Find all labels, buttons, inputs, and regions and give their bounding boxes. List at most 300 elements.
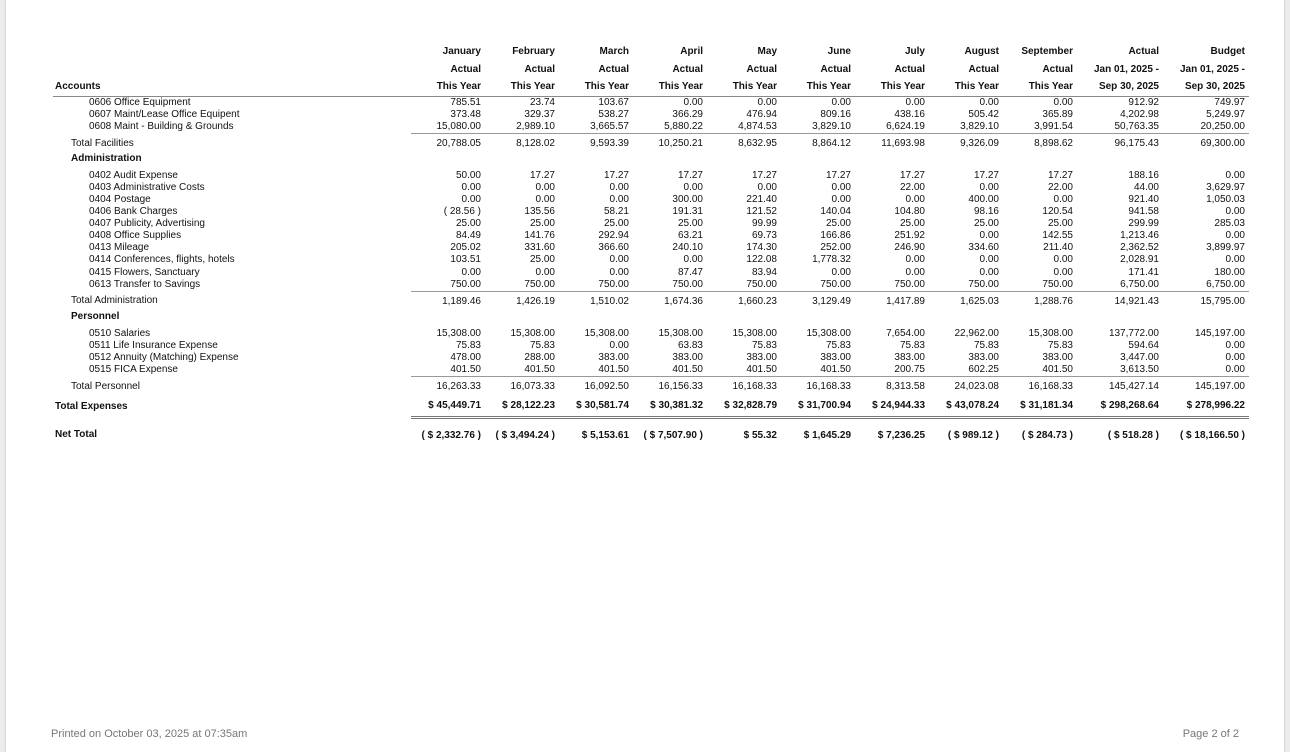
column-header-5: Actual <box>746 63 777 75</box>
account-row <box>53 352 1249 364</box>
amount-cell: 3,829.10 <box>812 120 851 132</box>
amount-cell: ( $ 284.73 ) <box>1021 430 1073 442</box>
amount-cell: 15,080.00 <box>436 120 481 132</box>
account-row <box>53 242 1249 254</box>
column-header-7: This Year <box>855 78 929 96</box>
amount-cell: 4,202.98 <box>1120 108 1159 120</box>
column-header-8: Actual <box>968 63 999 75</box>
header-blank <box>53 43 411 61</box>
amount-cell: 9,593.39 <box>559 133 633 151</box>
amount-cell: 20,250.00 <box>1200 120 1245 132</box>
column-header-6: June <box>827 46 851 58</box>
amount-cell: 383.00 <box>1042 351 1073 363</box>
amount-cell: 15,795.00 <box>1163 291 1249 309</box>
amount-cell: 75.83 <box>899 339 925 351</box>
amount-cell: $ 30,581.74 <box>559 394 633 418</box>
column-header-5: This Year <box>707 78 781 96</box>
column-header-2: This Year <box>485 78 559 96</box>
amount-cell: 750.00 <box>746 278 777 290</box>
amount-cell: 0.00 <box>609 181 629 193</box>
amount-cell: 16,168.33 <box>781 377 855 395</box>
amount-cell: 15,308.00 <box>436 327 481 339</box>
amount-cell: 3,991.54 <box>1034 120 1073 132</box>
amount-cell: 63.21 <box>677 230 703 242</box>
amount-cell: 0.00 <box>757 96 777 108</box>
amount-cell: 17.27 <box>973 169 999 181</box>
amount-cell: 1,660.23 <box>707 291 781 309</box>
account-name: 0606 Office Equipment <box>89 96 191 108</box>
amount-cell: 16,156.33 <box>633 377 707 395</box>
amount-cell: 383.00 <box>746 351 777 363</box>
amount-cell: 401.50 <box>820 364 851 375</box>
amount-cell: 0.00 <box>1225 169 1245 181</box>
account-name: Personnel <box>71 310 120 322</box>
amount-cell: 25.00 <box>899 218 925 230</box>
amount-cell: 785.51 <box>450 96 481 108</box>
amount-cell: 171.41 <box>1128 266 1159 278</box>
column-header-1: Actual <box>450 63 481 75</box>
account-name: 0608 Maint - Building & Grounds <box>89 120 234 132</box>
amount-cell: 16,168.33 <box>707 377 781 395</box>
column-header-11: Jan 01, 2025 - <box>1179 63 1245 75</box>
amount-cell: 299.99 <box>1128 218 1159 230</box>
amount-cell: 334.60 <box>968 242 999 254</box>
amount-cell: 365.89 <box>1042 108 1073 120</box>
income-statement-table <box>53 43 1249 447</box>
amount-cell: 16,092.50 <box>559 377 633 395</box>
amount-cell: 6,624.19 <box>886 120 925 132</box>
column-header-5: May <box>757 46 777 58</box>
amount-cell: 0.00 <box>831 181 851 193</box>
accounts-column-header: Accounts <box>53 78 411 96</box>
account-name: Administration <box>71 152 142 164</box>
column-header-9: Actual <box>1042 63 1073 75</box>
net-total-row <box>53 418 1249 448</box>
amount-cell: 476.94 <box>746 108 777 120</box>
amount-cell: ( $ 3,494.24 ) <box>495 430 555 442</box>
amount-cell: 221.40 <box>746 193 777 205</box>
account-row <box>53 279 1249 292</box>
column-header-11: Budget <box>1210 46 1245 58</box>
amount-cell: 10,250.21 <box>633 133 707 151</box>
amount-cell <box>929 151 1003 166</box>
amount-cell: 50,763.35 <box>1114 120 1159 132</box>
column-header-4: This Year <box>633 78 707 96</box>
amount-cell: 137,772.00 <box>1108 327 1159 339</box>
account-name: 0407 Publicity, Advertising <box>89 218 205 230</box>
amount-cell: 366.60 <box>598 242 629 254</box>
amount-cell: 5,880.22 <box>664 120 703 132</box>
header-row-type <box>53 61 1249 79</box>
amount-cell: 22,962.00 <box>954 327 999 339</box>
amount-cell: 750.00 <box>524 278 555 290</box>
column-header-9: This Year <box>1003 78 1077 96</box>
amount-cell: 188.16 <box>1128 169 1159 181</box>
amount-cell: $ 31,181.34 <box>1003 394 1077 418</box>
amount-cell: $ 7,236.25 <box>877 430 925 442</box>
amount-cell: 3,629.97 <box>1206 181 1245 193</box>
amount-cell: 0.00 <box>609 254 629 266</box>
amount-cell: 180.00 <box>1214 266 1245 278</box>
amount-cell: 0.00 <box>831 266 851 278</box>
amount-cell: $ 24,944.33 <box>855 394 929 418</box>
account-row <box>53 206 1249 218</box>
amount-cell: 11,693.98 <box>855 133 929 151</box>
amount-cell: 23.74 <box>529 96 555 108</box>
amount-cell: 75.83 <box>455 339 481 351</box>
amount-cell: 0.00 <box>1053 96 1073 108</box>
amount-cell: 0.00 <box>905 193 925 205</box>
amount-cell: 141.76 <box>524 230 555 242</box>
amount-cell: 15,308.00 <box>732 327 777 339</box>
account-name: 0404 Postage <box>89 193 151 205</box>
amount-cell: 383.00 <box>894 351 925 363</box>
amount-cell: 383.00 <box>968 351 999 363</box>
amount-cell: $ 298,268.64 <box>1077 394 1163 418</box>
column-header-7: Actual <box>894 63 925 75</box>
amount-cell <box>929 309 1003 324</box>
amount-cell: 22.00 <box>1047 181 1073 193</box>
amount-cell <box>855 309 929 324</box>
amount-cell: 8,313.58 <box>855 377 929 395</box>
column-header-6: This Year <box>781 78 855 96</box>
amount-cell: 0.00 <box>979 96 999 108</box>
amount-cell: 0.00 <box>535 181 555 193</box>
amount-cell: 240.10 <box>672 242 703 254</box>
amount-cell: $ 43,078.24 <box>929 394 1003 418</box>
amount-cell: 2,362.52 <box>1120 242 1159 254</box>
amount-cell <box>1077 151 1163 166</box>
amount-cell: 594.64 <box>1128 339 1159 351</box>
amount-cell <box>707 151 781 166</box>
amount-cell: 1,426.19 <box>485 291 559 309</box>
amount-cell <box>1077 309 1163 324</box>
column-header-2: February <box>512 46 555 58</box>
column-header-11: Sep 30, 2025 <box>1163 78 1249 96</box>
amount-cell: 0.00 <box>1225 351 1245 363</box>
amount-cell: $ 30,381.32 <box>633 394 707 418</box>
amount-cell: 5,249.97 <box>1206 108 1245 120</box>
amount-cell: 75.83 <box>1047 339 1073 351</box>
amount-cell: ( $ 2,332.76 ) <box>421 430 481 442</box>
amount-cell: 20,788.05 <box>411 133 485 151</box>
amount-cell: 191.31 <box>672 206 703 218</box>
amount-cell: 0.00 <box>1225 206 1245 218</box>
amount-cell: 15,308.00 <box>1028 327 1073 339</box>
amount-cell: 809.16 <box>820 108 851 120</box>
amount-cell: 6,750.00 <box>1206 278 1245 290</box>
amount-cell: 401.50 <box>598 364 629 375</box>
amount-cell: 69.73 <box>751 230 777 242</box>
amount-cell: 25.00 <box>677 218 703 230</box>
amount-cell: 121.52 <box>746 206 777 218</box>
amount-cell: 0.00 <box>461 193 481 205</box>
amount-cell: 25.00 <box>603 218 629 230</box>
amount-cell: 122.08 <box>746 254 777 266</box>
amount-cell: ( $ 18,166.50 ) <box>1179 430 1245 442</box>
column-header-9: September <box>1021 46 1073 58</box>
amount-cell <box>633 309 707 324</box>
amount-cell: 750.00 <box>820 278 851 290</box>
account-row <box>53 267 1249 279</box>
account-name: 0415 Flowers, Sanctuary <box>89 266 200 278</box>
amount-cell: 0.00 <box>461 266 481 278</box>
amount-cell: 0.00 <box>979 181 999 193</box>
amount-cell: 0.00 <box>461 181 481 193</box>
amount-cell: 63.83 <box>677 339 703 351</box>
amount-cell: ( 28.56 ) <box>443 206 481 218</box>
amount-cell: 749.97 <box>1214 96 1245 108</box>
amount-cell: 3,665.57 <box>590 120 629 132</box>
amount-cell: 602.25 <box>968 364 999 375</box>
amount-cell: 0.00 <box>1225 339 1245 351</box>
subtotal-row-facilities <box>53 133 1249 151</box>
amount-cell: 750.00 <box>672 278 703 290</box>
account-row <box>53 121 1249 134</box>
amount-cell: $ 45,449.71 <box>411 394 485 418</box>
amount-cell: 58.21 <box>603 206 629 218</box>
amount-cell <box>559 151 633 166</box>
account-name: 0515 FICA Expense <box>89 364 178 376</box>
account-name: Total Facilities <box>71 137 134 149</box>
amount-cell: 0.00 <box>831 193 851 205</box>
amount-cell: 438.16 <box>894 108 925 120</box>
amount-cell: 252.00 <box>820 242 851 254</box>
amount-cell: 478.00 <box>450 351 481 363</box>
amount-cell: 17.27 <box>677 169 703 181</box>
amount-cell: 0.00 <box>683 181 703 193</box>
amount-cell: 3,613.50 <box>1120 364 1159 375</box>
report-page <box>6 0 1284 752</box>
amount-cell <box>485 309 559 324</box>
amount-cell: 0.00 <box>609 339 629 351</box>
amount-cell: 0.00 <box>1225 254 1245 266</box>
account-name: Net Total <box>55 429 98 441</box>
amount-cell: 1,288.76 <box>1003 291 1077 309</box>
account-name: 0511 Life Insurance Expense <box>89 339 218 351</box>
amount-cell: 24,023.08 <box>929 377 1003 395</box>
column-header-6: Actual <box>820 63 851 75</box>
amount-cell: 14,921.43 <box>1077 291 1163 309</box>
amount-cell: 4,874.53 <box>738 120 777 132</box>
amount-cell: 366.29 <box>672 108 703 120</box>
column-header-3: March <box>599 46 629 58</box>
amount-cell: ( $ 989.12 ) <box>947 430 999 442</box>
amount-cell: $ 31,700.94 <box>781 394 855 418</box>
amount-cell: 401.50 <box>746 364 777 375</box>
amount-cell: 142.55 <box>1042 230 1073 242</box>
amount-cell: 7,654.00 <box>886 327 925 339</box>
amount-cell: 15,308.00 <box>510 327 555 339</box>
account-name: 0408 Office Supplies <box>89 230 182 242</box>
amount-cell: 25.00 <box>825 218 851 230</box>
amount-cell: 84.49 <box>455 230 481 242</box>
column-header-10: Sep 30, 2025 <box>1077 78 1163 96</box>
account-row <box>53 340 1249 352</box>
amount-cell: 538.27 <box>598 108 629 120</box>
column-header-8: This Year <box>929 78 1003 96</box>
amount-cell: 17.27 <box>1047 169 1073 181</box>
amount-cell: 1,674.36 <box>633 291 707 309</box>
amount-cell: 145,197.00 <box>1194 327 1245 339</box>
amount-cell: 1,778.32 <box>812 254 851 266</box>
column-header-10: Jan 01, 2025 - <box>1093 63 1159 75</box>
amount-cell: 25.00 <box>1047 218 1073 230</box>
account-row <box>53 364 1249 377</box>
amount-cell: 120.54 <box>1042 206 1073 218</box>
amount-cell <box>633 151 707 166</box>
account-row <box>53 194 1249 206</box>
column-header-2: Actual <box>524 63 555 75</box>
column-header-4: Actual <box>672 63 703 75</box>
amount-cell: 400.00 <box>968 193 999 205</box>
amount-cell: 288.00 <box>524 351 555 363</box>
amount-cell: 103.67 <box>598 96 629 108</box>
account-name: 0406 Bank Charges <box>89 206 178 218</box>
account-name: 0613 Transfer to Savings <box>89 278 201 290</box>
column-header-10: Actual <box>1128 46 1159 58</box>
amount-cell: 331.60 <box>524 242 555 254</box>
account-name: 0512 Annuity (Matching) Expense <box>89 351 239 363</box>
amount-cell: 401.50 <box>1042 364 1073 375</box>
account-row <box>53 254 1249 266</box>
amount-cell: 0.00 <box>1053 193 1073 205</box>
amount-cell <box>781 309 855 324</box>
column-header-1: This Year <box>411 78 485 96</box>
amount-cell: 0.00 <box>979 266 999 278</box>
amount-cell: 505.42 <box>968 108 999 120</box>
amount-cell: 329.37 <box>524 108 555 120</box>
total-expenses-row <box>53 394 1249 418</box>
account-name: 0403 Administrative Costs <box>89 181 205 193</box>
column-header-8: August <box>964 46 999 58</box>
amount-cell: 383.00 <box>820 351 851 363</box>
amount-cell <box>855 151 929 166</box>
amount-cell: 750.00 <box>968 278 999 290</box>
amount-cell: 0.00 <box>905 266 925 278</box>
amount-cell: 246.90 <box>894 242 925 254</box>
account-name: 0413 Mileage <box>89 242 150 254</box>
amount-cell: 15,308.00 <box>806 327 851 339</box>
amount-cell: 8,898.62 <box>1003 133 1077 151</box>
amount-cell: 0.00 <box>535 193 555 205</box>
amount-cell: 25.00 <box>529 254 555 266</box>
amount-cell: 25.00 <box>529 218 555 230</box>
amount-cell: 8,632.95 <box>707 133 781 151</box>
amount-cell: 1,050.03 <box>1206 193 1245 205</box>
amount-cell: 103.51 <box>450 254 481 266</box>
table-header <box>53 43 1249 96</box>
amount-cell: 22.00 <box>899 181 925 193</box>
header-blank <box>53 61 411 79</box>
account-name: Total Administration <box>71 295 158 307</box>
amount-cell: 1,510.02 <box>559 291 633 309</box>
amount-cell: 401.50 <box>450 364 481 375</box>
amount-cell: ( $ 7,507.90 ) <box>643 430 703 442</box>
amount-cell: 15,308.00 <box>658 327 703 339</box>
amount-cell: 96,175.43 <box>1077 133 1163 151</box>
amount-cell: 104.80 <box>894 206 925 218</box>
amount-cell: 145,197.00 <box>1163 377 1249 395</box>
amount-cell: 140.04 <box>820 206 851 218</box>
amount-cell: 285.03 <box>1214 218 1245 230</box>
account-row <box>53 218 1249 230</box>
amount-cell: 166.86 <box>820 230 851 242</box>
amount-cell: 912.92 <box>1128 96 1159 108</box>
column-header-3: This Year <box>559 78 633 96</box>
amount-cell: 251.92 <box>894 230 925 242</box>
amount-cell: 3,899.97 <box>1206 242 1245 254</box>
account-name: Total Personnel <box>71 380 140 392</box>
amount-cell <box>559 309 633 324</box>
amount-cell: $ 32,828.79 <box>707 394 781 418</box>
amount-cell: 17.27 <box>899 169 925 181</box>
amount-cell: 75.83 <box>751 339 777 351</box>
account-name: 0510 Salaries <box>89 327 151 339</box>
amount-cell: 941.58 <box>1128 206 1159 218</box>
amount-cell: 25.00 <box>973 218 999 230</box>
amount-cell: 75.83 <box>973 339 999 351</box>
amount-cell: 401.50 <box>672 364 703 375</box>
amount-cell: 75.83 <box>529 339 555 351</box>
amount-cell <box>1003 309 1077 324</box>
amount-cell: 8,128.02 <box>485 133 559 151</box>
amount-cell: 3,829.10 <box>960 120 999 132</box>
amount-cell <box>411 151 485 166</box>
amount-cell: 15,308.00 <box>584 327 629 339</box>
amount-cell: 0.00 <box>831 96 851 108</box>
account-name: Total Expenses <box>55 400 128 412</box>
account-row <box>53 96 1249 109</box>
account-name: 0414 Conferences, flights, hotels <box>89 254 235 266</box>
amount-cell: 99.99 <box>751 218 777 230</box>
amount-cell: 17.27 <box>529 169 555 181</box>
account-row <box>53 230 1249 242</box>
amount-cell: $ 1,645.29 <box>803 430 851 442</box>
amount-cell: 0.00 <box>609 266 629 278</box>
amount-cell: 211.40 <box>1043 242 1073 254</box>
amount-cell: 0.00 <box>535 266 555 278</box>
amount-cell: 0.00 <box>1225 230 1245 242</box>
amount-cell: 16,263.33 <box>411 377 485 395</box>
column-header-1: January <box>442 46 481 58</box>
amount-cell: 2,028.91 <box>1120 254 1159 266</box>
amount-cell: 3,447.00 <box>1120 351 1159 363</box>
header-row-month <box>53 43 1249 61</box>
amount-cell <box>1163 309 1249 324</box>
amount-cell: 17.27 <box>751 169 777 181</box>
amount-cell: 1,213.46 <box>1120 230 1159 242</box>
subtotal-row-administration <box>53 291 1249 309</box>
column-header-3: Actual <box>598 63 629 75</box>
amount-cell: 98.16 <box>973 206 999 218</box>
amount-cell: 0.00 <box>979 230 999 242</box>
amount-cell: 0.00 <box>757 181 777 193</box>
amount-cell: 750.00 <box>894 278 925 290</box>
account-name: 0402 Audit Expense <box>89 169 178 181</box>
amount-cell: 17.27 <box>825 169 851 181</box>
page-number: Page 2 of 2 <box>1182 728 1239 740</box>
amount-cell: 174.30 <box>746 242 777 254</box>
amount-cell: 16,073.33 <box>485 377 559 395</box>
amount-cell: 383.00 <box>672 351 703 363</box>
amount-cell: 9,326.09 <box>929 133 1003 151</box>
amount-cell: 200.75 <box>894 364 925 375</box>
amount-cell: $ 55.32 <box>743 430 777 442</box>
header-row-period <box>53 78 1249 96</box>
amount-cell: 3,129.49 <box>781 291 855 309</box>
amount-cell: 16,168.33 <box>1003 377 1077 395</box>
